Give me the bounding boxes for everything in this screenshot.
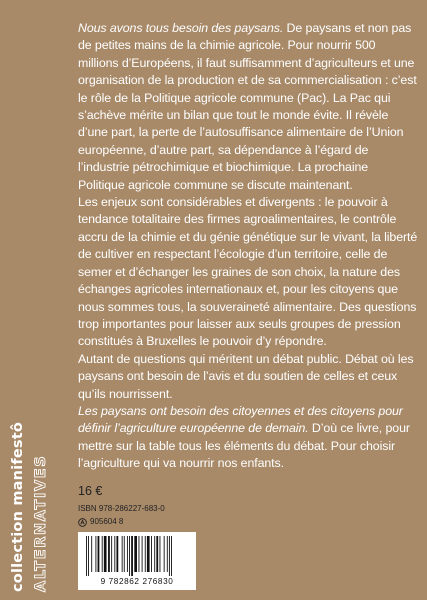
blurb-paragraph-2: Les enjeux sont considérables et divergents : le pouvoir à tendance totalitaire des firmes agroalimentaires, le contrôle accru de la chimie et du génie génétique sur le vivant, la liberté de cultiver en respectant l’écologie d’un territoire, celle de semer et d’échanger les graines de son choix, la nature des échanges agricoles internationaux et, pour les citoyens que nous sommes tous, la souveraineté alimentaire. Des questions trop importantes pour laisser aux seuls groupes de pression constitués à Bruxelles le pouvoir d’y répondre. bbox=[78, 195, 418, 349]
product-code-number: 905604 8 bbox=[90, 517, 124, 526]
blurb-p4-italic: Les paysans ont besoin des citoyennes et des citoyens pour définir l’agriculture européenne de demain. bbox=[78, 403, 403, 436]
barcode-bar bbox=[156, 536, 158, 572]
barcode-bar bbox=[95, 536, 96, 572]
blurb-paragraph-4 bbox=[78, 403, 418, 473]
barcode-bar bbox=[111, 536, 112, 572]
barcode-bar bbox=[98, 536, 100, 572]
barcode-bar bbox=[129, 536, 130, 576]
barcode-bar bbox=[154, 536, 155, 572]
barcode-bar bbox=[127, 536, 128, 572]
barcode-bar bbox=[122, 536, 123, 572]
blurb-p4-text: D’où ce livre, pour mettre sur la table tous les éléments du débat. Pour choisir l’agriculture qui va nourrir nos enfants. bbox=[78, 421, 410, 471]
barcode-bar bbox=[116, 536, 118, 572]
series-name: ALTERNATIVES bbox=[33, 454, 49, 592]
barcode-bar bbox=[86, 536, 87, 576]
barcode-bar bbox=[164, 536, 165, 572]
barcode-bar bbox=[102, 536, 103, 572]
barcode-bar bbox=[134, 536, 137, 572]
blurb-p1-italic: Nous avons tous besoin des paysans. bbox=[78, 21, 284, 35]
barcode-number: 9 782862 276830 bbox=[100, 577, 174, 586]
barcode-bar bbox=[169, 536, 170, 576]
product-code bbox=[78, 517, 123, 527]
barcode-bar bbox=[167, 536, 168, 572]
collection-name: collection manifestô bbox=[10, 421, 26, 592]
barcode-bar bbox=[104, 536, 107, 572]
barcode-bar bbox=[147, 536, 150, 572]
collection-spine bbox=[10, 392, 50, 592]
barcode-bar bbox=[160, 536, 161, 572]
barcode-bar bbox=[131, 536, 133, 576]
barcode-bar bbox=[124, 536, 125, 572]
blurb-paragraph-3: Autant de questions qui méritent un débat public. Débat où les paysans ont besoin de l’avis et du soutien de celles et ceux qu’ils nourrissent. bbox=[78, 351, 414, 401]
isbn: ISBN 978-286227-683-0 bbox=[78, 504, 165, 513]
barcode-bar bbox=[91, 536, 92, 572]
blurb-paragraph-1 bbox=[78, 20, 418, 194]
barcode-bar bbox=[88, 536, 89, 576]
barcode-bar bbox=[108, 536, 110, 572]
blurb-text bbox=[78, 20, 418, 473]
price: 16 € bbox=[78, 484, 103, 498]
blurb-p1-text: De paysans et non pas de petites mains de la chimie agricole. Pour nourrir 500 millions d’Européens, il faut suffisamment d’agriculteurs et une organisation de la production et de sa commercialisation : c’est le rôle de la Politique agricole commune (Pac). La Pac qui s’achève mérite un bilan que tout le monde évite. Il révèle d’une part, la perte de l’autosuffisance alimentaire de l’Union européenne, d’autre part, sa dépendance à l’égard de l’industrie pétrochimique et biochimique. La prochaine Politique agricole commune se discute maintenant. bbox=[78, 21, 417, 192]
barcode-bar bbox=[151, 536, 152, 572]
barcode-bar bbox=[139, 536, 140, 572]
barcode-bar bbox=[145, 536, 146, 572]
barcode-bar bbox=[142, 536, 143, 572]
barcode-bar bbox=[171, 536, 172, 576]
barcode-bar bbox=[114, 536, 115, 572]
barcode bbox=[78, 532, 196, 590]
distributor-logo-icon bbox=[78, 518, 87, 527]
barcode-bars bbox=[86, 536, 188, 576]
